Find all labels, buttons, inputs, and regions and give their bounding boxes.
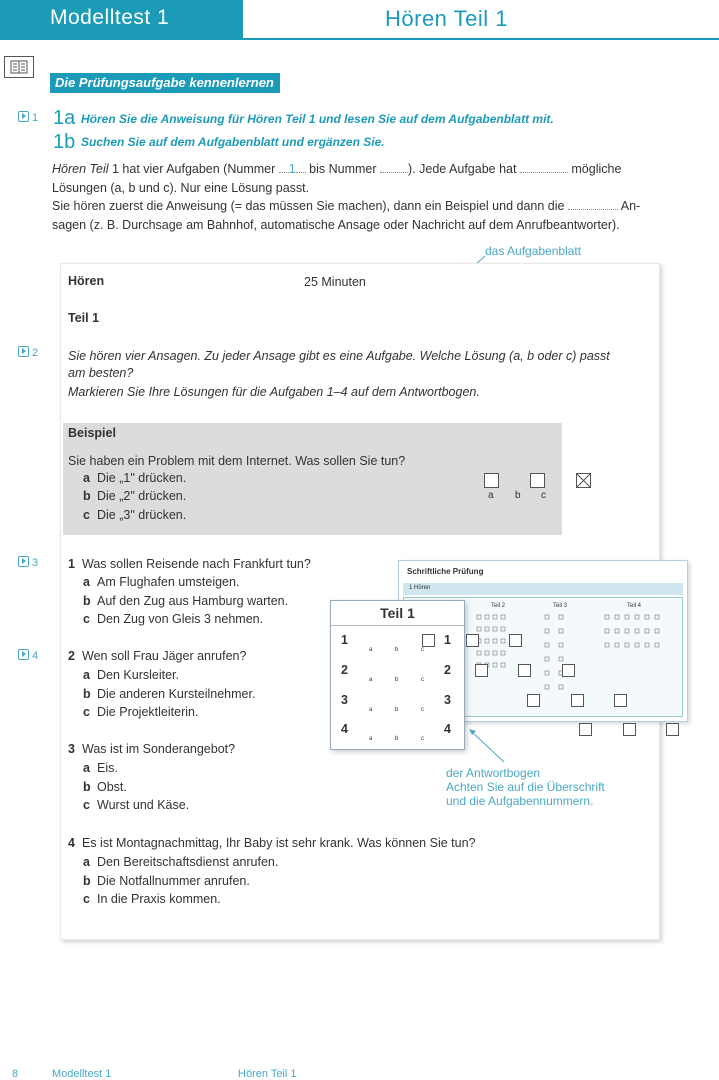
card-4-label-a: a — [369, 736, 373, 742]
footer-left: Modelltest 1 — [52, 1068, 112, 1080]
answer-sheet-teil2: Teil 2 — [491, 603, 506, 609]
panel-teil: Teil 1 — [68, 311, 100, 325]
cloze-text: Hören Teil 1 hat vier Aufgaben (Nummer 1 bis Nummer ). Jede Aufgabe hat mögliche Lösungen (a, b und c). Nur eine Lösung passt. Sie hören zuerst die Anweisung (= das müssen Sie machen), dann ein Beispiel und dann die An- sagen (z. B. Durchsage am Bahnhof, automatische Ansage oder Nachricht auf dem Anrufbeantworter). — [52, 162, 641, 232]
task-1a-text: Hören Sie die Anweisung für Hören Teil 1 und lesen Sie auf dem Aufgabenblatt mit. — [81, 112, 554, 126]
card-1-checkbox-b[interactable] — [466, 634, 479, 647]
beispiel-label-b: b — [515, 490, 521, 501]
card-2-label-b: b — [395, 677, 399, 683]
task-1b-text: Suchen Sie auf dem Aufgabenblatt und ergänzen Sie. — [81, 135, 385, 149]
beispiel-checkbox-c-checked[interactable] — [576, 473, 591, 488]
question-1-option-a: a Am Flughafen umsteigen. — [83, 575, 240, 589]
play-icon — [18, 556, 29, 567]
card-2-checkbox-a[interactable] — [475, 664, 488, 677]
beispiel-checkbox-a[interactable] — [484, 473, 499, 488]
card-1-label-b: b — [395, 647, 399, 653]
cloze-blank-3[interactable] — [520, 162, 568, 173]
play-icon — [18, 111, 29, 122]
question-1-option-c: c Den Zug von Gleis 3 nehmen. — [83, 612, 264, 626]
question-3-option-c: c Wurst und Käse. — [83, 798, 190, 812]
beispiel-option-b: b Die „2" drücken. — [83, 489, 187, 503]
section-title: Die Prüfungsaufgabe kennenlernen — [50, 73, 280, 93]
question-4-option-c: c In die Praxis kommen. — [83, 892, 221, 906]
question-1-option-b: b Auf den Zug aus Hamburg warten. — [83, 594, 289, 608]
card-1-label-c: c — [421, 647, 424, 653]
header-right-title: Hören Teil 1 — [385, 6, 508, 31]
card-4-checkbox-c[interactable] — [666, 723, 679, 736]
cloze-blank-1[interactable]: 1 — [288, 162, 296, 176]
beispiel-question: Sie haben ein Problem mit dem Internet. Was sollen Sie tun? — [68, 454, 406, 468]
card-row-1-num-right: 1 — [444, 633, 451, 647]
answer-sheet-title: Schriftliche Prüfung — [407, 567, 484, 576]
panel-instruction-1: Sie hören vier Ansagen. Zu jeder Ansage gibt es eine Aufgabe. Welche Lösung (a, b oder c) passt — [68, 349, 610, 363]
question-2-option-c: c Die Projektleiterin. — [83, 705, 199, 719]
audio-track-2[interactable]: 2 — [18, 346, 38, 359]
question-2-option-b: b Die anderen Kursteilnehmer. — [83, 687, 256, 701]
card-row-4-num: 4 — [341, 722, 348, 736]
panel-minutes: 25 Minuten — [304, 275, 366, 289]
cloze-blank-2[interactable] — [380, 162, 408, 173]
card-row-4-num-right: 4 — [444, 722, 451, 736]
cloze-blank-4[interactable] — [568, 199, 618, 210]
play-icon — [18, 649, 29, 660]
audio-track-3[interactable]: 3 — [18, 556, 38, 569]
beispiel-title: Beispiel — [68, 426, 116, 440]
card-4-checkbox-b[interactable] — [623, 723, 636, 736]
card-1-checkbox-c[interactable] — [509, 634, 522, 647]
question-4: 4 Es ist Montagnachmittag, Ihr Baby ist sehr krank. Was können Sie tun? — [68, 836, 476, 850]
question-1: 1 Was sollen Reisende nach Frankfurt tun? — [68, 557, 311, 571]
header-left-title: Modelltest 1 — [50, 6, 170, 29]
card-2-label-a: a — [369, 677, 373, 683]
card-2-label-c: c — [421, 677, 424, 683]
note-aufgabenblatt: das Aufgabenblatt — [485, 244, 582, 258]
beispiel-option-a: a Die „1" drücken. — [83, 471, 187, 485]
book-icon — [4, 56, 34, 78]
arrow-antwortbogen — [466, 726, 516, 766]
card-3-checkbox-a[interactable] — [527, 694, 540, 707]
panel-hoeren: Hören — [68, 274, 105, 288]
answer-sheet-teil3: Teil 3 — [553, 603, 568, 609]
panel-instruction-2: am besten? — [68, 366, 134, 380]
header-left — [0, 0, 243, 40]
question-2-option-a: a Den Kursleiter. — [83, 668, 179, 682]
answer-sheet-sub: 1 Hören — [409, 585, 431, 591]
card-3-checkbox-c[interactable] — [614, 694, 627, 707]
card-3-checkbox-b[interactable] — [571, 694, 584, 707]
beispiel-label-a: a — [488, 490, 494, 501]
beispiel-checkbox-b[interactable] — [530, 473, 545, 488]
header-right — [243, 0, 719, 40]
question-4-option-b: b Die Notfallnummer anrufen. — [83, 874, 250, 888]
audio-track-1[interactable]: 1 — [18, 111, 38, 124]
question-2: 2 Wen soll Frau Jäger anrufen? — [68, 649, 247, 663]
question-3: 3 Was ist im Sonderangebot? — [68, 742, 236, 756]
task-1a-number: 1a — [53, 107, 76, 129]
card-1-checkbox-a[interactable] — [422, 634, 435, 647]
card-row-3-num-right: 3 — [444, 693, 451, 707]
question-3-option-a: a Eis. — [83, 761, 118, 775]
panel-instruction-3: Markieren Sie Ihre Lösungen für die Aufgaben 1–4 auf dem Antwortbogen. — [68, 385, 480, 399]
card-4-label-c: c — [421, 736, 424, 742]
card-1-label-a: a — [369, 647, 373, 653]
card-2-checkbox-b[interactable] — [518, 664, 531, 677]
audio-track-4[interactable]: 4 — [18, 649, 38, 662]
card-row-2-num: 2 — [341, 663, 348, 677]
card-4-checkbox-a[interactable] — [579, 723, 592, 736]
card-row-2-num-right: 2 — [444, 663, 451, 677]
question-3-option-b: b Obst. — [83, 780, 127, 794]
card-3-label-c: c — [421, 707, 424, 713]
play-icon — [18, 346, 29, 357]
card-2-checkbox-c[interactable] — [562, 664, 575, 677]
card-3-label-b: b — [395, 707, 399, 713]
footer-right: Hören Teil 1 — [238, 1068, 297, 1080]
question-4-option-a: a Den Bereitschaftsdienst anrufen. — [83, 855, 279, 869]
beispiel-option-c: c Die „3" drücken. — [83, 508, 187, 522]
card-3-label-a: a — [369, 707, 373, 713]
card-row-3-num: 3 — [341, 693, 348, 707]
teil1-card-title: Teil 1 — [380, 605, 415, 621]
note-antwortbogen: der Antwortbogen Achten Sie auf die Überschrift und die Aufgabennummern. — [446, 766, 605, 808]
answer-sheet-teil4: Teil 4 — [627, 603, 642, 609]
footer-page-number: 8 — [12, 1068, 19, 1080]
card-row-1-num: 1 — [341, 633, 348, 647]
task-1b-number: 1b — [53, 131, 76, 153]
beispiel-label-c: c — [541, 490, 546, 501]
card-4-label-b: b — [395, 736, 399, 742]
